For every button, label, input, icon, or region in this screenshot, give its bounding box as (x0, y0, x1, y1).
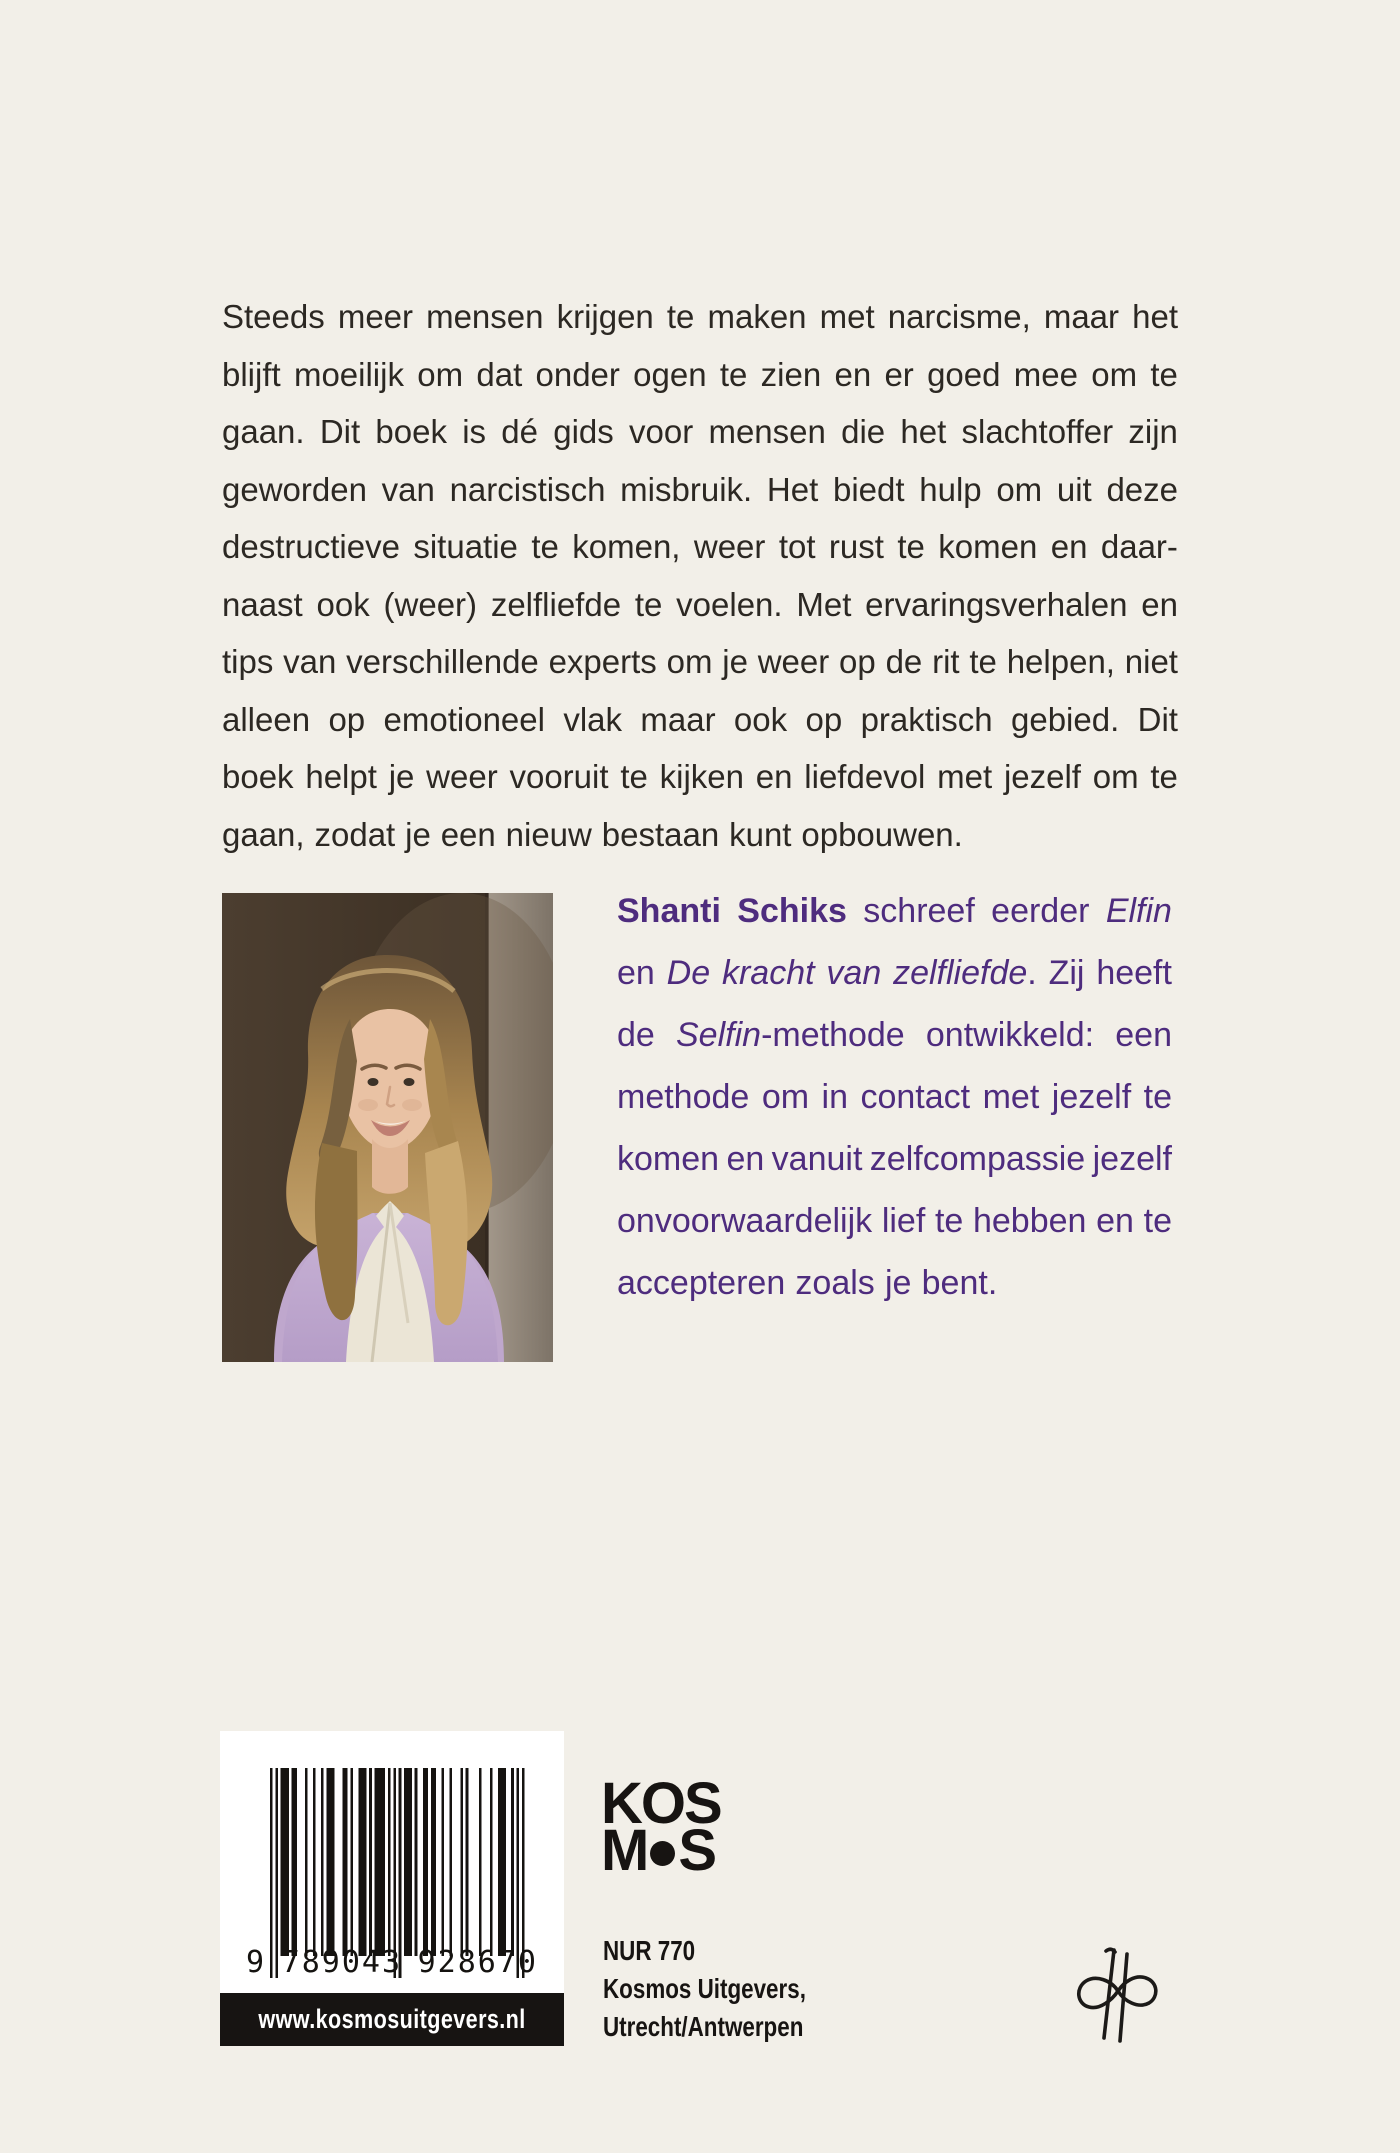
kosmos-logo-s: S (678, 1818, 716, 1883)
text-line: alleen op emotioneel vlak maar ook op praktisch gebied. Dit (222, 700, 1178, 738)
text-line: onvoorwaardelijk lief te hebben en te (617, 1202, 1172, 1240)
infinity-brand-mark (1066, 1934, 1170, 2046)
author-bio-text (617, 880, 1172, 1314)
website-band (220, 1993, 564, 2046)
text-line: geworden van narcistisch misbruik. Het biedt hulp om uit deze (222, 470, 1178, 508)
publisher-name: Kosmos Uitgevers, (603, 1973, 806, 2004)
isbn-left-group: 789043 (281, 1945, 403, 1980)
kosmos-logo-dot-icon (650, 1841, 675, 1866)
colophon (603, 1932, 806, 2046)
text-line: gaan. Dit boek is dé gids voor mensen die het slachtoffer zijn (222, 413, 1178, 450)
text-line: Shanti Schiks schreef eerder Elfin (617, 892, 1172, 930)
text-line: accepteren zoals je bent. (617, 1264, 998, 1302)
isbn-first-digit: 9 (246, 1945, 267, 1980)
text-line: naast ook (weer) zelfliefde te voelen. Met ervaringsverhalen en (222, 585, 1178, 623)
kosmos-logo-m: M (601, 1818, 648, 1883)
publisher-cities: Utrecht/Antwerpen (603, 2011, 804, 2042)
text-line: destructieve situatie te komen, weer tot rust te komen en daar- (222, 528, 1178, 565)
kosmos-logo (601, 1771, 721, 1883)
text-line: gaan, zodat je een nieuw bestaan kunt opbouwen. (222, 815, 963, 853)
publisher-website: www.kosmosuitgevers.nl (258, 2004, 526, 2034)
text-line: de Selfin-methode ontwikkeld: een (617, 1016, 1172, 1054)
text-line: boek helpt je weer vooruit te kijken en liefdevol met jezelf om te (222, 758, 1178, 795)
isbn-digits (246, 1945, 538, 1980)
blurb-paragraph (222, 288, 1178, 863)
author-photo (222, 893, 553, 1362)
text-line: tips van verschillende experts om je weer op de rit te helpen, niet (222, 643, 1178, 680)
text-line: blijft moeilijk om dat onder ogen te zien en er goed mee om te (222, 355, 1178, 393)
nur-code: NUR 770 (603, 1935, 696, 1966)
isbn-right-group: 928670 (417, 1945, 538, 1980)
text-line: en De kracht van zelfliefde. Zij heeft (617, 954, 1172, 992)
barcode-block (220, 1731, 564, 2046)
author-portrait-illustration (222, 893, 553, 1362)
text-line: komen en vanuit zelfcompassie jezelf (617, 1140, 1172, 1178)
text-line: methode om in contact met jezelf te (617, 1078, 1172, 1116)
text-line: Steeds meer mensen krijgen te maken met narcisme, maar het (222, 298, 1178, 335)
kosmos-logo-top: KOS (601, 1771, 721, 1836)
